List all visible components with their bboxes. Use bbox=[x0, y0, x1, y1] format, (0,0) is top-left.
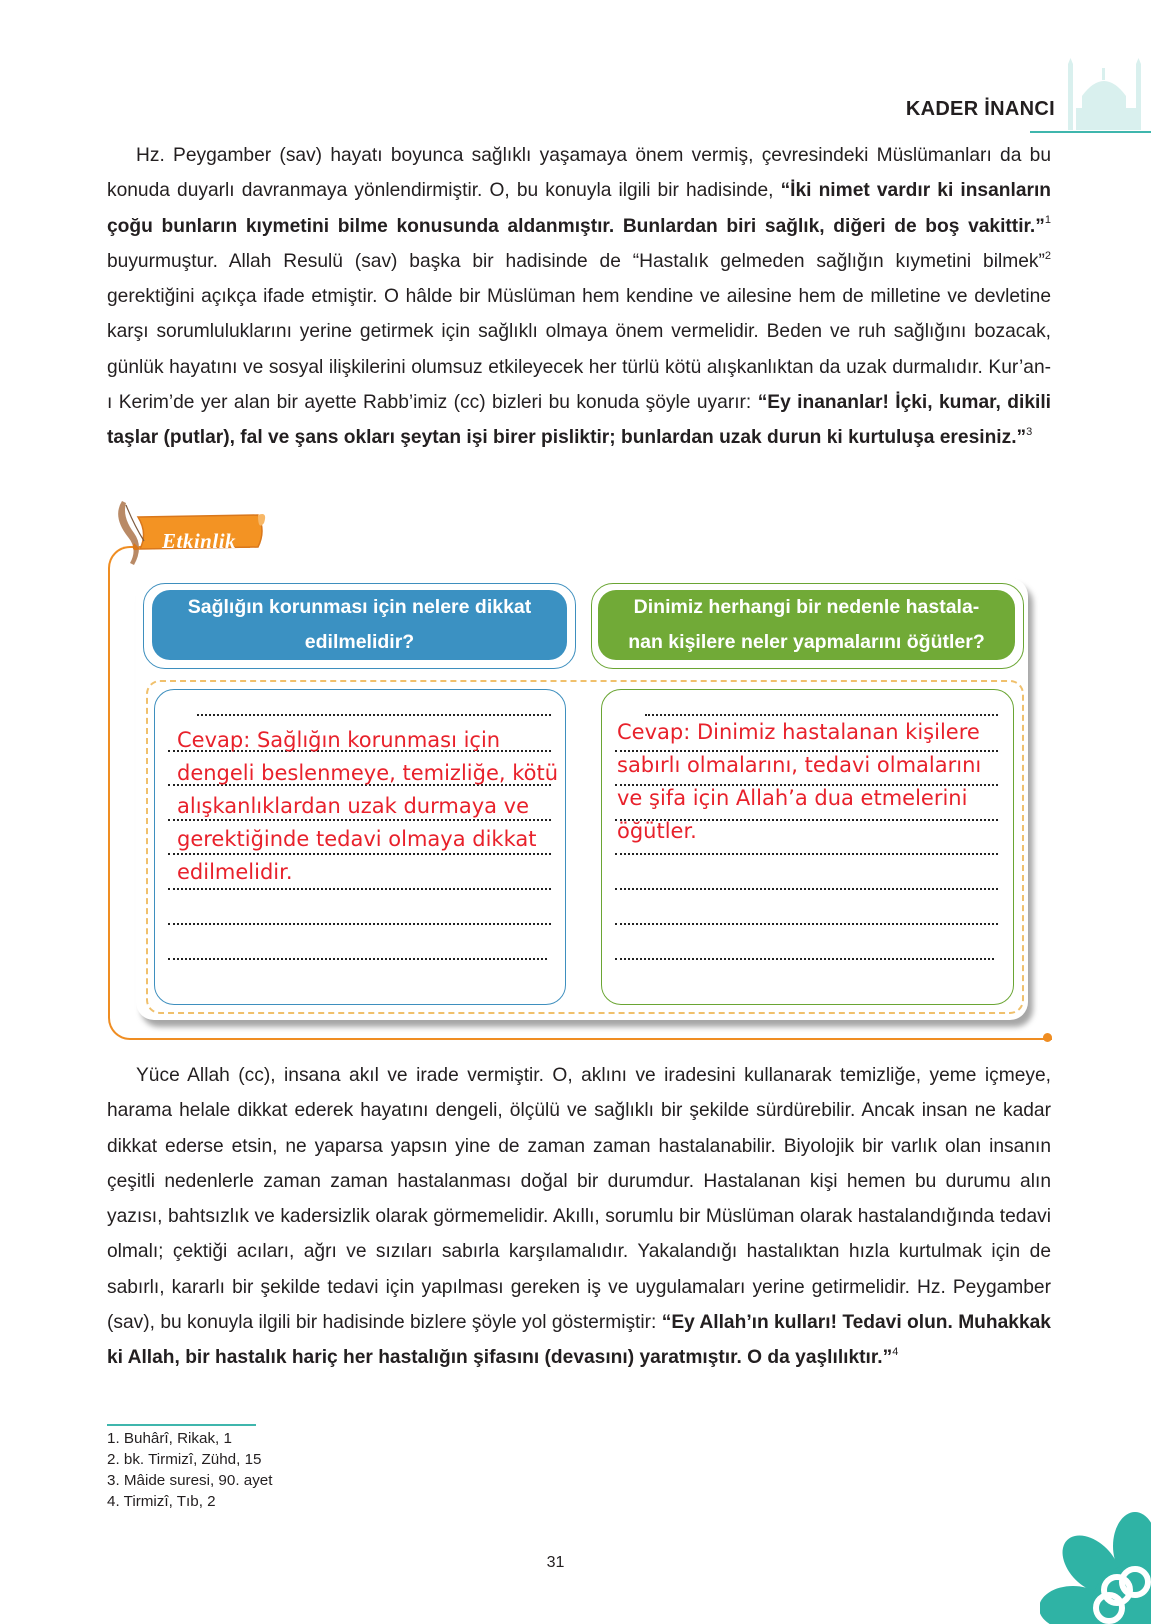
mosque-silhouette-icon bbox=[1062, 58, 1151, 130]
writing-line bbox=[615, 888, 998, 890]
footnote-item: 3. Mâide suresi, 90. ayet bbox=[107, 1472, 273, 1489]
footnote-item: 1. Buhârî, Rikak, 1 bbox=[107, 1430, 232, 1447]
activity-frame-dot bbox=[1043, 1033, 1052, 1042]
footnote-item: 2. bk. Tirmizî, Zühd, 15 bbox=[107, 1451, 262, 1468]
question-right: Dinimiz herhangi bir nedenle hastala- nan kişilere neler yapmalarını öğütler? bbox=[598, 590, 1015, 660]
page-number: 31 bbox=[546, 1554, 565, 1571]
answer-text-left: Cevap: Sağlığın korunması için dengeli beslenmeye, temizliğe, kötü alışkanlıklardan uzak durmaya ve gerektiğinde tedavi olmaya dikkat edilmelidir. bbox=[177, 728, 559, 884]
body-paragraph-1: Hz. Peygamber (sav) hayatı boyunca sağlıklı yaşamaya önem vermiş, çevresindeki Müslümanları da bu konuda duyarlı davranmaya yönlendirmiştir. O, bu konuyla ilgili bir hadisinde, “İki nimet vardır ki insanların çoğu bunların kıymetini bilme konusunda aldanmıştır. Bunlardan biri sağlık, diğeri de boş vakittir.”$^1$ buyurmuştur. Allah Resulü (sav) başka bir hadisinde de “Hastalık gelmeden sağlığın kıymetini bilmek”$^2$ gerektiğini açıkça ifade etmiştir. O hâlde bir Müslüman hem kendine ve ailesine hem de milletine ve devletine karşı sorumluluklarını yerine getirmek için sağlıklı olmaya önem vermelidir. Beden ve ruh sağlığını bozacak, günlük hayatını ve sosyal ilişkilerini olumsuz etkileyecek her türlü kötü alışkanlıktan da uzak durmalıdır. Kur’an-ı Kerim’de yer alan bir ayette Rabb’imiz (cc) bizleri bu konuda şöyle uyarır: “Ey inananlar! İçki, kumar, dikili taşlar (putlar), fal ve şans okları şeytan işi birer pisliktir; bunlardan uzak durun ki kurtuluşa eresiniz.”$^3$ bbox=[107, 145, 1052, 449]
chapter-title: KADER İNANCI bbox=[905, 98, 1055, 120]
writing-line bbox=[615, 958, 994, 960]
writing-line bbox=[615, 853, 998, 855]
body-paragraph-2: Yüce Allah (cc), insana akıl ve irade vermiştir. O, aklını ve iradesini kullanarak temizliğe, yeme içmeye, harama helale dikkat ederek hayatını dengeli, ölçülü ve sağlıklı bir şekilde sürdürebilir. Ancak insan ne kadar dikkat ederse etsin, ne yaparsa yapsın yine de zaman zaman hastalanabilir. Biyolojik bir varlık olan insanın çeşitli nedenlerle zaman zaman hastalanması doğal bir durumdur. Hastalanan kişi hemen bu durumu alın yazısı, bahtsızlık ve kadersizlik olarak görmemelidir. Akıllı, sorumlu bir Müslüman olarak hastalandığında tedavi olmalı; çektiği acıları, ağrı ve sızıları sabırla karşılamalıdır. Yakalandığı hastalıktan hızla kurtulmak için de sabırlı, kararlı bir şekilde tedavi için yapılması gereken iş ve uygulamaları yerine getirmelidir. Hz. Peygamber (sav), bu konuyla ilgili bir hadisinde bizlere şöyle yol göstermiştir: “Ey Allah’ın kulları! Tedavi olun. Muhakkak ki Allah, bir hastalık hariç her hastalığın şifasını (devasını) yaratmıştır. O da yaşlılıktır.”$^4$ bbox=[107, 1065, 1051, 1369]
header-rule bbox=[1030, 131, 1151, 133]
writing-line bbox=[197, 714, 551, 716]
writing-line bbox=[168, 923, 551, 925]
flower-ornament-icon bbox=[1040, 1498, 1151, 1624]
question-left: Sağlığın korunması için nelere dikkat edilmelidir? bbox=[152, 590, 567, 660]
writing-line bbox=[615, 923, 998, 925]
footnote-rule bbox=[107, 1424, 256, 1426]
writing-line bbox=[168, 958, 547, 960]
answer-text-right: Cevap: Dinimiz hastalanan kişilere sabırlı olmalarını, tedavi olmalarını ve şifa için Allah’a dua etmelerini öğütler. bbox=[617, 720, 982, 843]
activity-label: Etkinlik bbox=[162, 529, 237, 553]
footnotes bbox=[107, 1428, 272, 1512]
footnote-item: 4. Tirmizî, Tıb, 2 bbox=[107, 1493, 216, 1510]
